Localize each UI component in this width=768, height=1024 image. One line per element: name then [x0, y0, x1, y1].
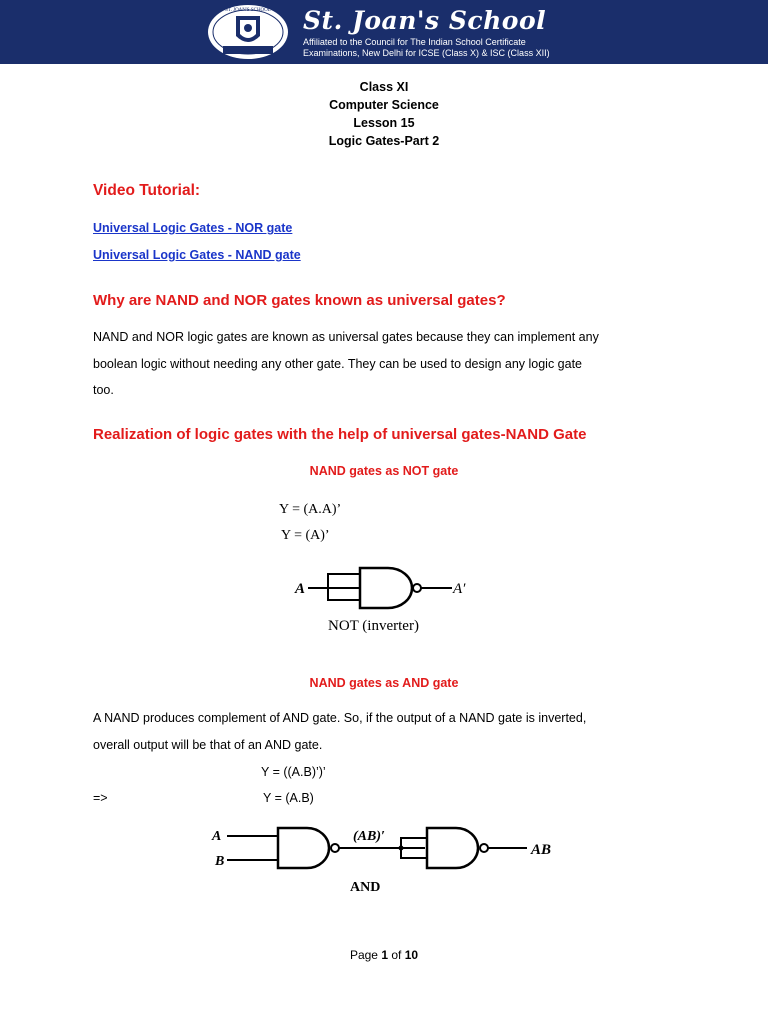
paragraph-line: boolean logic without needing any other gate. They can be used to design any logic gate [93, 356, 583, 371]
inversion-bubble [480, 844, 488, 852]
universal-gates-paragraph [93, 324, 683, 404]
paragraph-line: too. [93, 383, 114, 397]
and-input-b-label: B [215, 854, 225, 869]
implies-arrow: => [93, 791, 108, 805]
nand-gate-symbol [360, 568, 412, 608]
not-output-label: A′ [453, 581, 466, 597]
universal-gates-heading: Why are NAND and NOR gates known as universal gates? [93, 292, 506, 309]
page-word: Page [349, 948, 378, 962]
and-equation-1: Y = ((A.B)’)’ [261, 765, 326, 779]
realization-heading: Realization of logic gates with the help of universal gates-NAND Gate [93, 426, 587, 443]
and-output-label: AB [531, 842, 552, 858]
school-crest-logo [205, 2, 291, 62]
subject-label: Computer Science [329, 98, 439, 112]
intermediate-output-label: (AB)′ [353, 829, 385, 844]
not-equation-1: Y = (A.A)’ [279, 502, 342, 517]
and-explanation-paragraph [93, 705, 683, 758]
and-diagram-caption: AND [350, 880, 381, 895]
not-diagram-caption: NOT (inverter) [328, 618, 419, 634]
not-input-label: A [295, 581, 306, 597]
not-equation-2: Y = (A)’ [281, 528, 330, 543]
affiliation-line-1: Affiliated to the Council for The Indian School Certificate [303, 37, 526, 47]
nand-gate-video-link[interactable]: Universal Logic Gates - NAND gate [93, 248, 301, 262]
class-label: Class XI [359, 80, 409, 94]
nand-gate-symbol [427, 828, 478, 868]
affiliation-line-2: Examinations, New Delhi for ICSE (Class X) & ISC (Class XII) [303, 48, 550, 58]
paragraph-line: overall output will be that of an AND gate. [93, 737, 323, 752]
school-name: St. Joan's School [303, 6, 547, 35]
lesson-label: Lesson 15 [353, 116, 415, 130]
svg-text:ST. JOAN'S SCHOOL: ST. JOAN'S SCHOOL [225, 8, 271, 13]
document-title-block [0, 78, 768, 150]
and-equation-2: Y = (A.B) [263, 791, 314, 805]
of-word: of [391, 948, 402, 962]
school-affiliation [303, 37, 603, 59]
and-input-a-label: A [212, 829, 222, 844]
inversion-bubble [331, 844, 339, 852]
paragraph-line: A NAND produces complement of AND gate. So, if the output of a NAND gate is inverted, [93, 711, 587, 725]
video-tutorial-heading: Video Tutorial: [93, 182, 201, 199]
topic-label: Logic Gates-Part 2 [328, 134, 440, 148]
nand-as-and-subheading: NAND gates as AND gate [309, 676, 459, 690]
page-number: 1 [381, 948, 388, 962]
header-banner [0, 0, 768, 64]
nand-as-not-subheading: NAND gates as NOT gate [309, 464, 459, 478]
nand-not-gate-diagram [290, 560, 480, 640]
page-footer [0, 948, 768, 962]
paragraph-line: NAND and NOR logic gates are known as universal gates because they can implement any [93, 330, 599, 344]
nand-and-gate-diagram [205, 818, 565, 898]
nor-gate-video-link[interactable]: Universal Logic Gates - NOR gate [93, 221, 293, 235]
nand-gate-symbol [278, 828, 329, 868]
inversion-bubble [413, 584, 421, 592]
total-pages: 10 [404, 948, 419, 962]
